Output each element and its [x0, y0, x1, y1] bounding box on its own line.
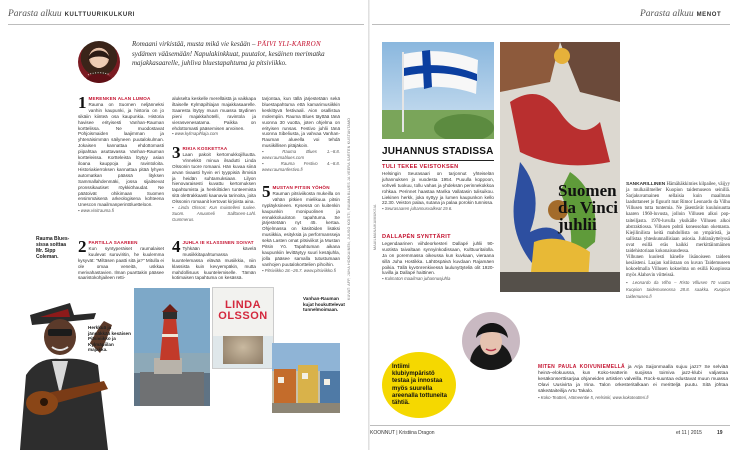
blues-musician-photo	[8, 285, 118, 450]
issue-info: et 11 | 2015	[676, 430, 702, 436]
suomen-text: SANKARILLINEN Hämähäkkimies kilpailee, väijyy ja mulkaiilmeller Kuopion taidemuseon seinillä. Sarjakuvamainen sellaisia kuin maailman laaduttaneet jo figuurit mat Rimor Leonardo da Vilhu Villusen tutta tuntemia. Ne jäsentävät kuuluisuutta kaaren 1960-luvusta, jolloin Villusen alkoi pop-taiteiljasta. 1970-luvulla yksikälle Villusen alkoi abstraktiossa. Villusen pohtii koneosohan okemasta. Kiejilinilista keitä mahdollista on ympäristä, ja sallistaa yhteskunnallisiaan asiosia. Juhlanäyttelyssä ovat esillä eräs kaikki merkittäinmäinen taidehistoriaan kokonaisuudessa. Vilhunen kuolesti hänelle lisänoiseen taideen kesäisteni. Laajan koliistaan on kuvan Taidemuseen kokoelmalla Villusen kokoelma on esillä Kuopiossa myös Alahovin viitteissä. ▪ Leonardo da Vilho – Risto Villusen 70 vuotta Kuopion taidemuseossa 28.8. saakka. Kuopion taidemuseo.fi	[626, 182, 730, 299]
caption-blues: Rauma Blues-sissa soittaa Mr. Sipp Coleman.	[36, 236, 70, 260]
caption-herkku: Herkkuä ja jännäkkää kesäisen Pitsiviikko ja Kylmäpiilan majakka.	[88, 325, 131, 353]
footer-credit: KOONNUT | Kristiina Dragon	[370, 430, 435, 436]
author-photo	[78, 41, 120, 83]
bubble-text: Intiimi klubiympäristö testaa ja innostaa myös suurella areenalla tottuneita tähtiä.	[392, 364, 448, 407]
right-running-head: Parasta alkuu MENOT	[640, 9, 722, 19]
right-vertical-text: MAAILMANAIKAIMUKSIA	[373, 204, 377, 250]
intro-text: Romaani virkistää, musta mikä vie kesään – PÄIVI YLI-KARRON sydämen vääsemään! Napulakinkkuat, puutalot, kesäinen merimatka majakkasaarelle, juhliva bluestapahtuma ja pitsiviikko.	[132, 40, 325, 67]
vanhan-rauma-photo	[272, 343, 340, 413]
book-cover	[212, 287, 274, 369]
left-running-head: Parasta alkuu KULTTUURIKULKURI	[8, 9, 136, 19]
suomen-title: Suomen da Vinci juhlii	[558, 181, 618, 234]
book-author: LINDA OLSSON	[218, 299, 268, 322]
left-page	[0, 0, 368, 450]
singer-portrait	[462, 312, 520, 370]
item-3: 3 RIKIA KOSKETTAA Laan pakoit kertomukkojilluutta. Vinnekkö minua ilsadutti Linda Olssonin tuore romaani. Hän kuvaa siinä arvan tivaasti hyvin eri tyyppisiä ihmisiä ja heidän suhtamuksiaan. Lilyon hienovaraisesti kuvattu kertomuksen tapahtumista ja henkilöiden tunteemista sitä olettrakkaasti kaanavia tarinoita, joita Olssonin romaanit kertovat kirjoista aina. ▪ Linda Olsson: Kun muistellesi tuulee. Suom. Anuumeli Salltanen-Lahl. Gummerus.	[172, 143, 256, 222]
caption-vanhan: Vanhan-Rauman kujat houkuttelevat tunnelmoimaan.	[303, 296, 345, 313]
item-4: 4 JUHLA IE KLASSINEN SOIVAT Tyhkään kävelä musiikkitapahtumassa kuuntelemassa elävää musiikkia, niin klassista kuin kevyempäkin, mutta mahdollisuus kuuntelemiselle. Tämän kotimaisen tapahtuma on kesässä.	[172, 237, 256, 281]
item-1-link[interactable]: ▪ www.visitrauma.fi	[78, 208, 114, 214]
section-title: JUHANNUS STADISSA	[382, 146, 494, 157]
item-2: 2 PARTILLA SAAREEN Kun syntyperäiset raumalaiset kuulevat suruviritin, he kuulemma kysyvät: "Miltäsen paatti sitä ja?" Mitulla ei ole omaa veneitä, uskkaa merivahastavien. Ilman puarttakin pääsee saaristokohjaileen retti-	[78, 237, 164, 281]
page-number: 19	[717, 430, 723, 436]
flag-photo	[382, 42, 494, 139]
lighthouse-photo	[134, 288, 210, 406]
quote-bubble	[382, 352, 456, 418]
item-2-cont: alukselta keskelle merelläistä ja vaikkapa iltaiselle Kylmäpihlajan majakkasaarelle. Saaresta löytyy muun muassa täydinen pieni majakkahotelli, ravintola ja vierasvenesatama. Paikka on ehdottomasti pääsemisen arvoinen. ▪ www.kylmapihlaja.com	[172, 96, 256, 137]
item-5: 5 MUSTAN PITSIN YÖHÖN Rauman pitsiviikosta mukeilla on vähän pitkien mielikuua pitsin nypläyksineen. Kysessä on kuitenkin kaupunkin monipuolinen ja ennakkoluuloton tapahtuma. Se järjestetään nyt 45. kertaa. Ohjelmassa on käsitöiden lisäksi musiikkia, esityksiä ja performansseja sekä Lasten omat pitsiviikot ja Mustan Pitsin Yö. Tapahtuman aikana kaupunkiin levittäytyy suuri kesäjuhla, jolla pääsee samalla tutustumaan vanhojen puutalokorttelien pihoihin. ▪ Pitsiviikko 18.–26.7. www.pitsiviikko.fi	[262, 182, 340, 273]
item-1: 1 MERENKEN ALAN LUMOA Rauma on Suomen neljänneksi vanhin kaupunki, ja historia on jo sikäiin kiinteä osa kaupunkia. Historia havisee erityisesti Vanhan-Rauman korttelissa. Ne muodostavat Pohjoismaiden laajimman ja yhtenäisimmän säilyneen puutalokulman. Jokaisen kannattaa ehdottomasti piipahtaa asuttavassa Vanhan-Rauman kortteleissa. Kortteleista löytyy asian iloana kauppoja ja ravintoloita. Historiakierroksen kannattaa pitää lyhyen automatkan päässä lityksen Sammallahdenmäki, jossa sijaitsevat pronssikautiset röykkiöhaudat. Ne päätoivät ohikimaan Suomen ensimmäisenä arkeologisena kohteena Unescon maailmanperintöluetteloon. ▪ www.visitrauma.fi	[78, 93, 164, 214]
sub1: TULI TEKEE VEISTOKSEN Helsingin Seurasaari on tarjonnut yhteiselän juhannuksen jo vuodesta 1954. Puuulla koppoon, vohveli tuokuu, tollu vahas ja yhdeksän perinnekokkoa rohkaa. Perinnet haastaa Marika Vallatasin tulisuikou. Liekinen herkk, joka syttyy ja lumen kaupunkon kello 22.30. Veiston palaa, sutana ja palaa porokin tunnissa. ▪ Seurasaaren juhannusvalkeat 19.6.	[382, 164, 494, 212]
artwork-photo	[500, 42, 620, 292]
blues-text: tarjontaa, kun tällä järjestetään sekä bluestapahtuma että kamarimusiikkin keskittyvä festivaali. Aion osallistua molempiin. Rauma Blues täyttää tänä vuonna 30 vuotta, joten ohjelma on erityisen runsas. Festivo juhlii tänä vuonna Sibeliusta, ja vahvaa Vanhan-Rauman alueella voi tehdä musiikillisen pitäjäkoin. ▪ Rauma Blues 1.–8.8. www.raumablues.com ▪ Rauma Festivo 4.–8.8. www.raumanfestivo.fi	[262, 96, 341, 172]
sub2: DALLAPÉN SYNTTÄRIT Legendaarinen viihdeorkesteri Dallapé juhlii 90-vuotista taivaltaan synnyinkodissaan, Kulttuuritalolla. Ja on poremmassa oikeussa kun kuvkaan, vieraana sillä Juha Hostikka. Lähtöspäivä kuvdaan Rajamäen poikia. Tällä kyvönrenkivessä laulunyttyteliä olit 1920-luvilla ja Dallapé haittinen. ▪ Kulmaton maailman juhannusjuhla	[382, 234, 494, 282]
vertical-credit: KUVAT: AFP, JUHA HOKKAINEN, JUUSO KOISTI, RAUMA BLUES JA VEERA SARTEN KUSTANTAMO	[347, 117, 351, 300]
right-page	[370, 0, 738, 450]
bottom-article: MITEN PAULA KOIVUNIEMELLÄ ja Arja Saijonmaalla sujuu jazz? Se selviää heinä–elokuussa, kun Koko-teatterin suojissa toimiva jazz-klubi valjastaa kesäkonserttisarjaa ohjaneiden artistien valveilla. Rock-suuntaa edustavat muun muassa Olavi Uusivirta ja Irina. Talon orkesteritalkaan ei meritteljä puutu. Sitä jöhtaa säkeätaiteilija Artu Takalo. ▪ Koko-Teatteri, Hämeentie 5, Helsinki, www.kokoteatteri.fi	[538, 364, 728, 401]
